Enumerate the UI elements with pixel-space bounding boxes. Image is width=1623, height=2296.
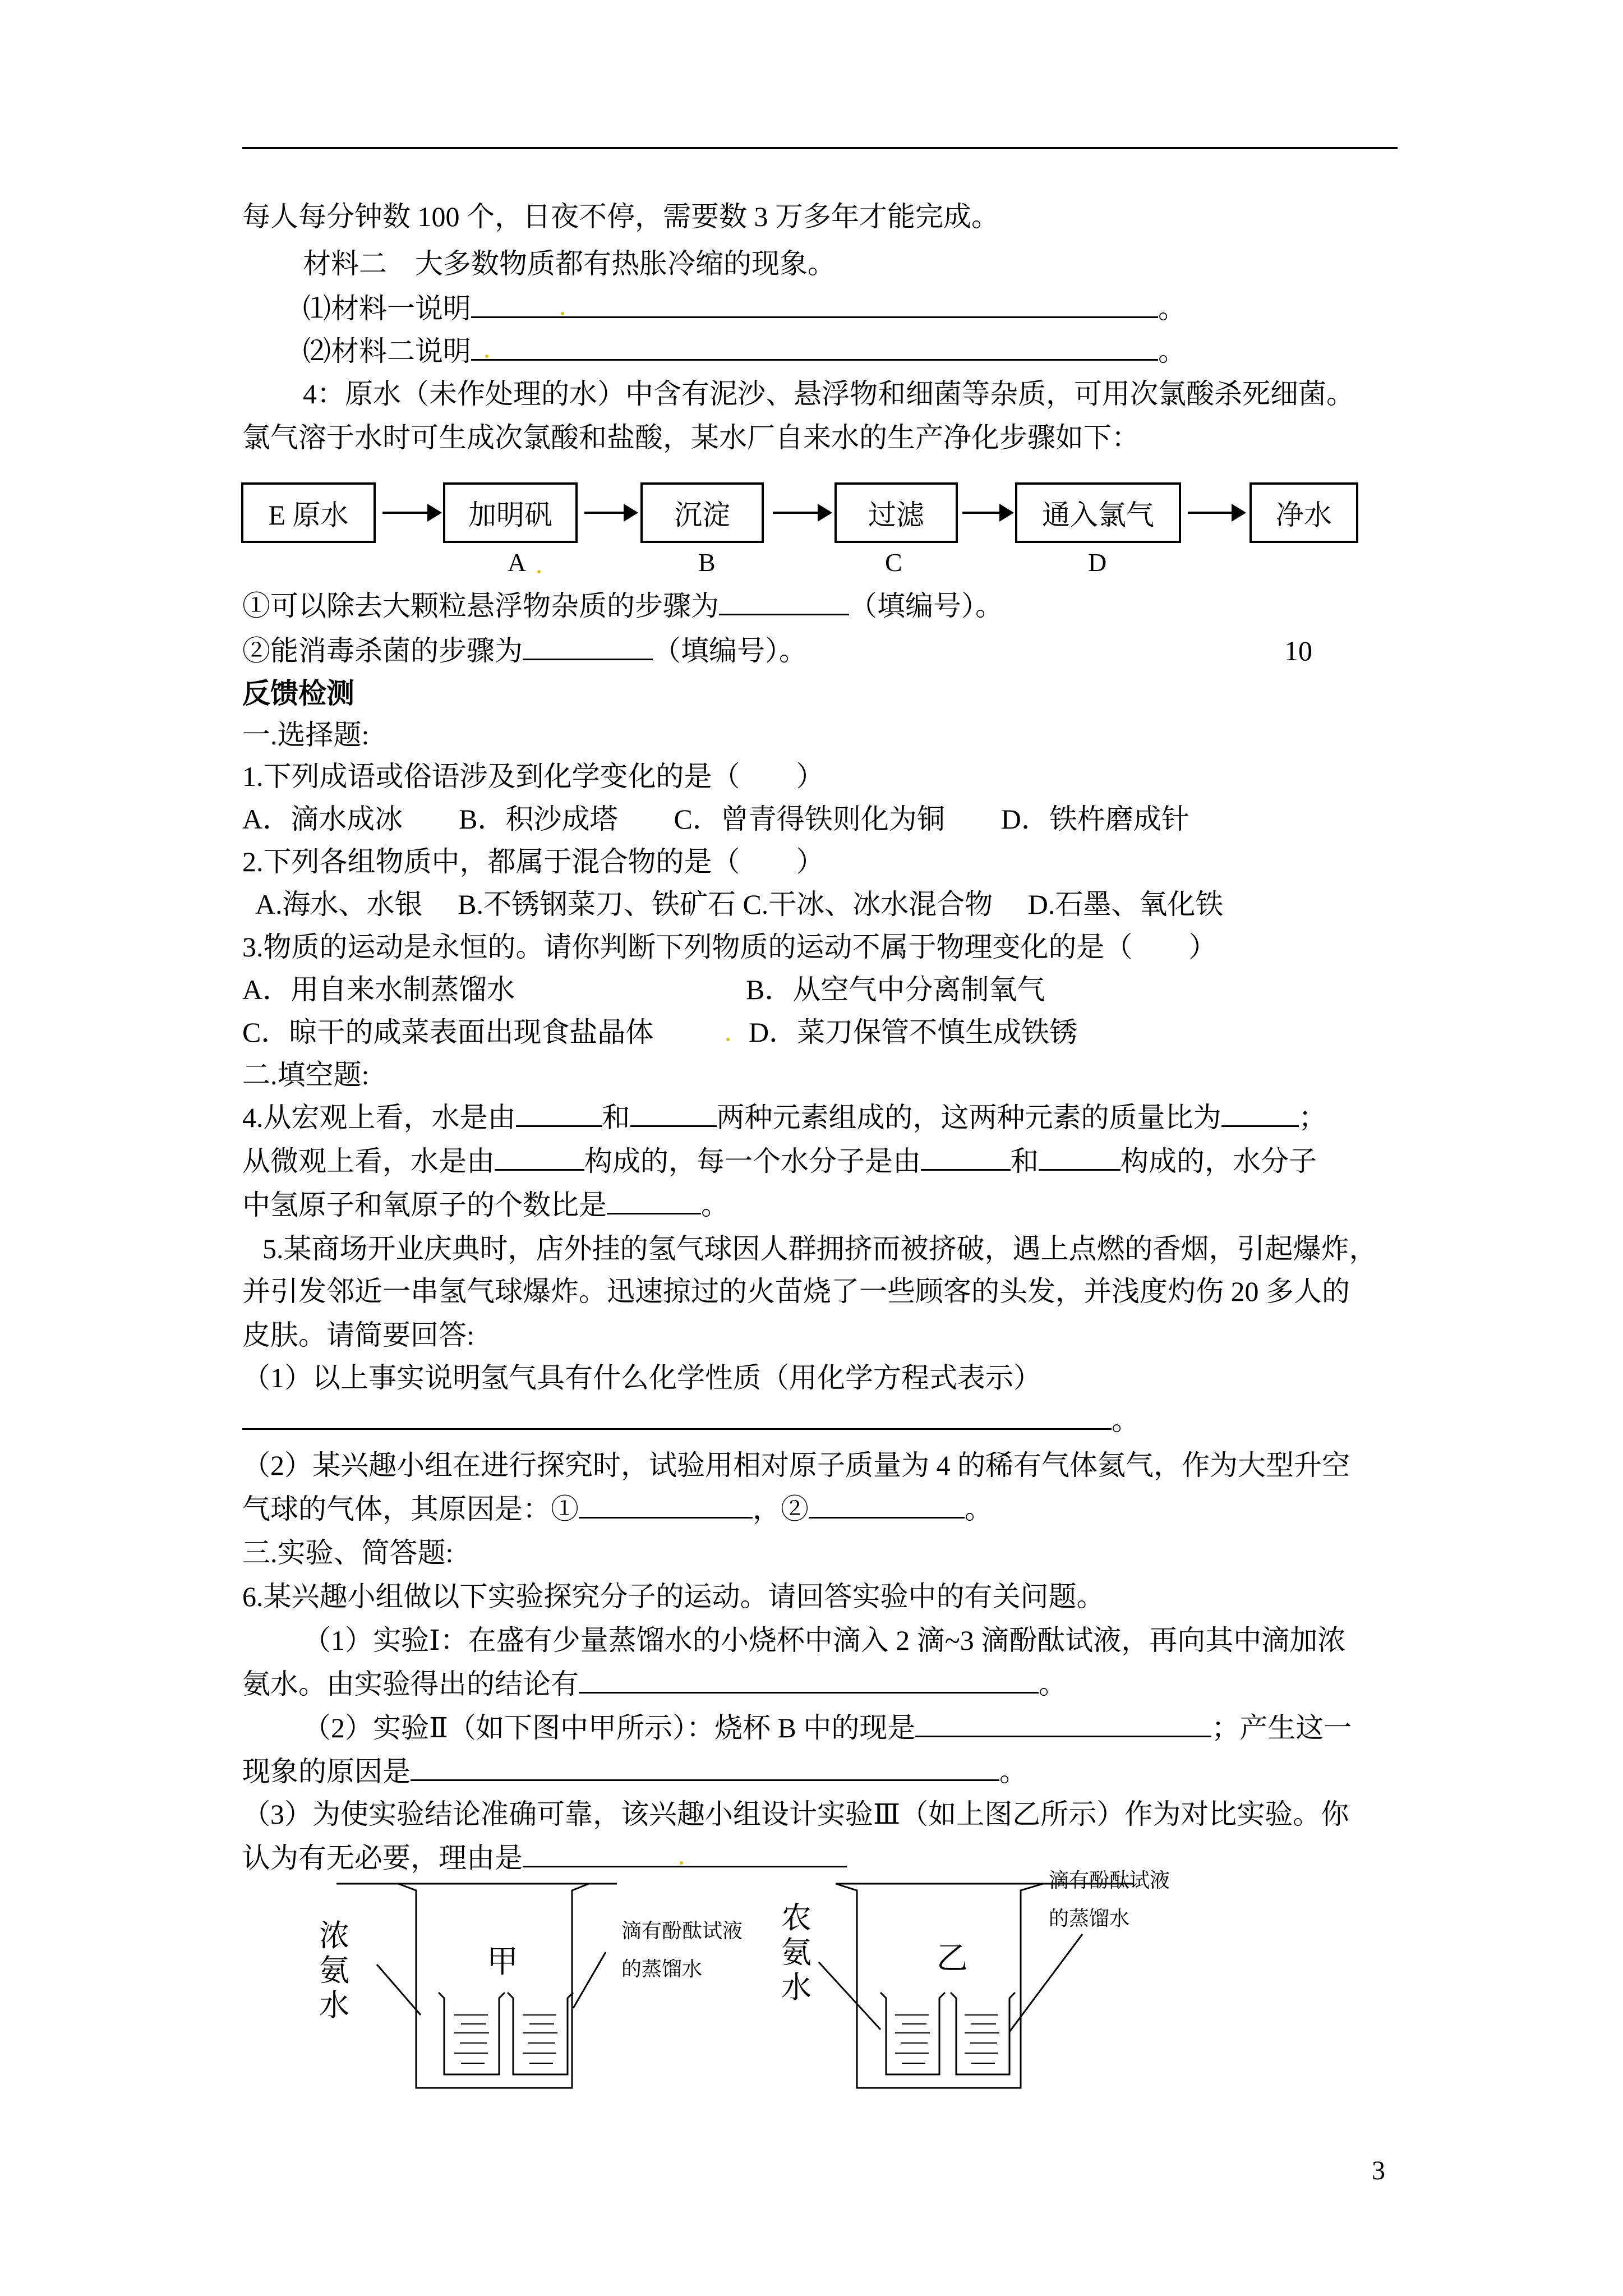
question-line: 从微观上看，水是由 构成的，每一个水分子是由 和 构成的，水分子 (242, 1145, 1317, 1177)
question-option-a: A．用自来水制蒸馏水 (242, 974, 515, 1005)
answer-blank[interactable] (242, 1404, 1112, 1430)
question-option-c: C．晾干的咸菜表面出现食盐晶体 (242, 1016, 654, 1048)
speck (680, 1861, 683, 1865)
text-line: （2）某兴趣小组在进行探究时，试验用相对原子质量为 4 的稀有气体氦气，作为大型升空 (242, 1450, 1350, 1481)
answer-blank[interactable] (471, 292, 1158, 318)
label-ammonia-right: 农 氨 水 (781, 1901, 811, 2004)
question-line: 现象的原因是 。 (242, 1756, 1027, 1787)
question-line: 中氢原子和氧原子的个数比是 。 (242, 1189, 729, 1221)
question-stem: 2.下列各组物质中，都属于混合物的是（ ） (242, 846, 824, 877)
answer-blank[interactable] (719, 589, 849, 615)
page-number: 3 (1372, 2156, 1385, 2185)
answer-blank[interactable] (523, 1841, 847, 1867)
question-line: 4.从宏观上看，水是由 和 两种元素组成的，这两种元素的质量比为 ； (242, 1102, 1327, 1133)
figure-title-b: 乙 (937, 1941, 968, 1976)
speck (726, 1038, 730, 1041)
header-rule (242, 147, 1398, 149)
flow-box-alum: 加明矾 (443, 482, 578, 543)
question-line: 氨水。由实验得出的结论有 。 (242, 1668, 1067, 1700)
speck (485, 355, 488, 358)
flow-arrow (962, 512, 1012, 514)
answer-blank[interactable] (495, 1144, 584, 1171)
section-heading-feedback: 反馈检测 (242, 678, 354, 709)
flow-label-c: C (885, 548, 902, 577)
label-phenolphthalein-right: 滴有酚酞试液 (1049, 1869, 1170, 1892)
answer-blank[interactable] (579, 1492, 753, 1519)
question-line: 气球的气体，其原因是：① ，② 。 (242, 1493, 993, 1525)
answer-blank[interactable] (516, 1101, 602, 1127)
speck (561, 312, 564, 315)
flow-box-filter: 过滤 (834, 482, 958, 543)
question-line: 认为有无必要，理由是 (242, 1841, 847, 1875)
label-distilled-water-left: 的蒸馏水 (621, 1958, 703, 1980)
question-stem: 1.下列成语或俗语涉及到化学变化的是（ ） (242, 761, 824, 792)
flow-arrow (584, 512, 636, 514)
figure-title-a: 甲 (487, 1945, 518, 1980)
question-line: ⑵材料二说明 。 (303, 335, 1186, 367)
text-line: 并引发邻近一串氢气球爆炸。迅速掠过的火苗烧了一些顾客的头发，并浅度灼伤 20 多人的 (242, 1276, 1350, 1307)
section-title: 二.填空题: (242, 1059, 370, 1091)
question-line: （2）实验Ⅱ（如下图中甲所示）：烧杯 B 中的现是 ；产生这一 (303, 1712, 1352, 1743)
flow-label-b: B (698, 548, 716, 577)
flow-arrow (773, 512, 830, 514)
label-distilled-water-right: 的蒸馏水 (1049, 1907, 1130, 1930)
score-number: 10 (1284, 635, 1312, 666)
question-option-b: B．从空气中分离制氧气 (746, 974, 1045, 1005)
question-line: ②能消毒杀菌的步骤为 （填编号）。 (242, 635, 807, 666)
question-line: ⑴材料一说明 。 (303, 293, 1186, 324)
question-stem: 3.物质的运动是永恒的。请你判断下列物质的运动不属于物理变化的是（ ） (242, 931, 1217, 963)
question-option-d: D．菜刀保管不慎生成铁锈 (749, 1016, 1078, 1048)
flow-label-d: D (1088, 548, 1107, 577)
section-title: 一.选择题: (242, 719, 370, 751)
answer-blank[interactable] (579, 1667, 1039, 1694)
answer-blank[interactable] (630, 1101, 717, 1127)
section-title: 三.实验、简答题: (242, 1537, 454, 1568)
label-ammonia-left: 浓 氨 水 (319, 1919, 349, 2022)
answer-blank[interactable] (523, 634, 653, 660)
question-options: A.海水、水银 B.不锈钢菜刀、铁矿石 C.干冰、冰水混合物 D.石墨、氧化铁 (255, 889, 1224, 920)
answer-blank[interactable] (607, 1188, 701, 1214)
label-phenolphthalein-left: 滴有酚酞试液 (621, 1920, 743, 1942)
flow-label-a: A (508, 548, 527, 577)
flow-box-chlorine: 通入氯气 (1015, 482, 1181, 543)
flow-box-clean-water: 净水 (1249, 482, 1358, 543)
text-line: 6.某兴趣小组做以下实验探究分子的运动。请回答实验中的有关问题。 (242, 1581, 1105, 1612)
text-line: （3）为使实验结论准确可靠，该兴趣小组设计实验Ⅲ（如上图乙所示）作为对比实验。你 (242, 1798, 1349, 1830)
answer-blank[interactable] (809, 1492, 965, 1519)
text-line: 材料二 大多数物质都有热胀冷缩的现象。 (303, 248, 836, 279)
answer-blank[interactable] (1221, 1101, 1299, 1127)
question-options: A．滴水成冰 B．积沙成塔 C．曾青得铁则化为铜 D．铁杵磨成针 (242, 803, 1189, 835)
answer-blank[interactable] (1039, 1144, 1121, 1171)
answer-blank[interactable] (915, 1711, 1211, 1737)
text-line: （1）以上事实说明氢气具有什么化学性质（用化学方程式表示） (242, 1362, 1041, 1393)
text-line: 5.某商场开业庆典时，店外挂的氢气球因人群拥挤而被挤破，遇上点燃的香烟，引起爆炸， (262, 1233, 1377, 1264)
text-line: 氯气溶于水时可生成次氯酸和盐酸，某水厂自来水的生产净化步骤如下： (242, 422, 1140, 453)
text-line: （1）实验Ⅰ：在盛有少量蒸馏水的小烧杯中滴入 2 滴~3 滴酚酞试液，再向其中滴加浓 (303, 1625, 1346, 1656)
text-line: 4：原水（未作处理的水）中含有泥沙、悬浮物和细菌等杂质，可用次氯酸杀死细菌。 (303, 378, 1354, 409)
flow-box-settle: 沉淀 (640, 482, 764, 543)
answer-blank[interactable] (411, 1755, 999, 1781)
answer-blank[interactable] (921, 1144, 1011, 1171)
question-line: ①可以除去大颗粒悬浮物杂质的步骤为 （填编号）。 (242, 590, 1003, 622)
text-line: 每人每分钟数 100 个，日夜不停，需要数 3 万多年才能完成。 (242, 201, 999, 232)
flow-arrow (1188, 512, 1244, 514)
text-line: 皮肤。请简要回答: (242, 1319, 474, 1351)
question-line: 。 (242, 1404, 1140, 1437)
answer-blank[interactable] (471, 334, 1158, 361)
flow-box-raw-water: E 原水 (241, 482, 376, 543)
speck (537, 570, 541, 573)
flow-arrow (382, 512, 440, 514)
